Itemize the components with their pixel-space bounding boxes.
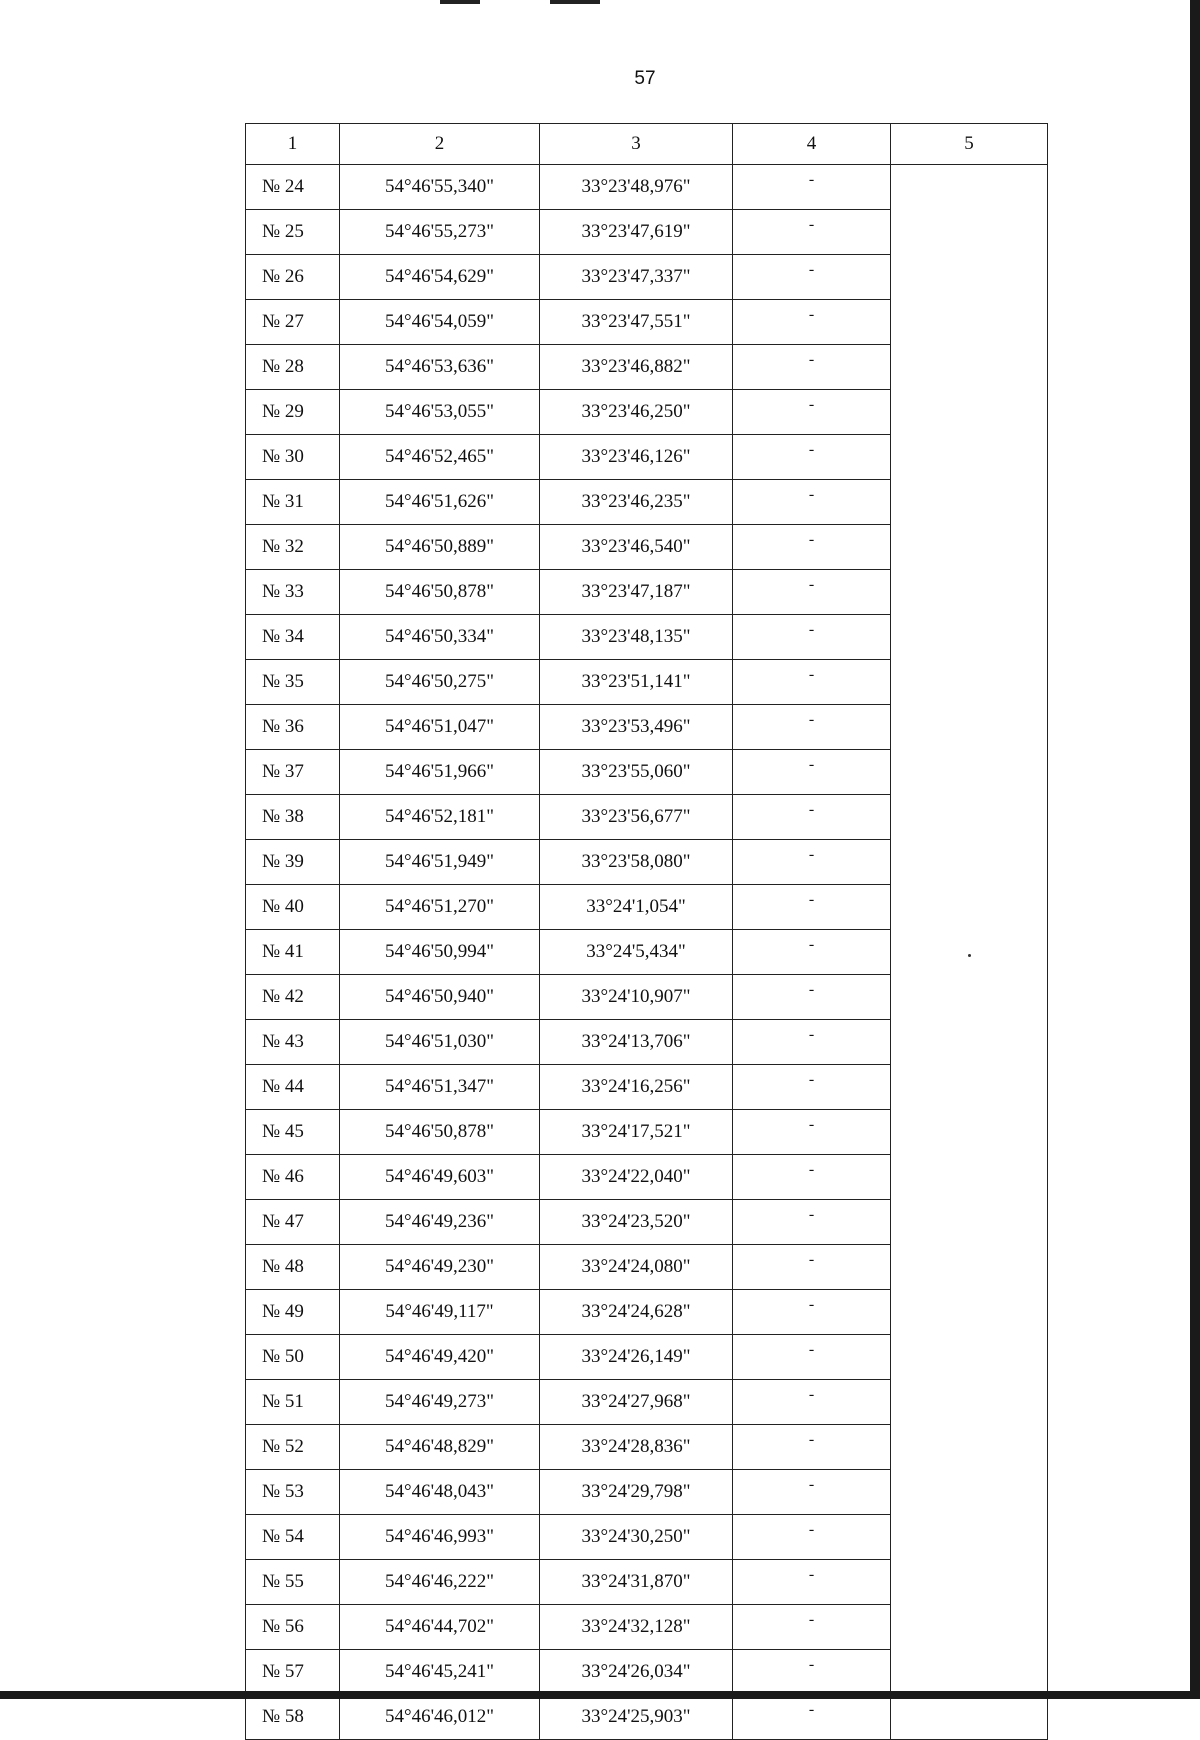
latitude-cell: 54°46'50,878" bbox=[340, 1110, 540, 1155]
longitude-cell: 33°23'46,882" bbox=[540, 345, 733, 390]
column-4-cell: - bbox=[733, 1425, 891, 1470]
column-4-cell: - bbox=[733, 1200, 891, 1245]
latitude-cell: 54°46'54,629" bbox=[340, 255, 540, 300]
column-4-cell: - bbox=[733, 1020, 891, 1065]
column-4-cell: - bbox=[733, 1110, 891, 1155]
point-number-cell: № 55 bbox=[246, 1560, 340, 1605]
latitude-cell: 54°46'54,059" bbox=[340, 300, 540, 345]
column-header: 1 bbox=[246, 124, 340, 165]
point-number-cell: № 29 bbox=[246, 390, 340, 435]
point-number-cell: № 36 bbox=[246, 705, 340, 750]
longitude-cell: 33°24'26,149" bbox=[540, 1335, 733, 1380]
column-4-cell: - bbox=[733, 210, 891, 255]
longitude-cell: 33°23'51,141" bbox=[540, 660, 733, 705]
longitude-cell: 33°23'58,080" bbox=[540, 840, 733, 885]
point-number-cell: № 26 bbox=[246, 255, 340, 300]
latitude-cell: 54°46'49,117" bbox=[340, 1290, 540, 1335]
point-number-cell: № 45 bbox=[246, 1110, 340, 1155]
column-4-cell: - bbox=[733, 1560, 891, 1605]
column-4-cell: - bbox=[733, 435, 891, 480]
latitude-cell: 54°46'49,420" bbox=[340, 1335, 540, 1380]
longitude-cell: 33°24'1,054" bbox=[540, 885, 733, 930]
latitude-cell: 54°46'55,273" bbox=[340, 210, 540, 255]
point-number-cell: № 24 bbox=[246, 165, 340, 210]
longitude-cell: 33°24'29,798" bbox=[540, 1470, 733, 1515]
longitude-cell: 33°24'5,434" bbox=[540, 930, 733, 975]
point-number-cell: № 27 bbox=[246, 300, 340, 345]
column-5-merged-cell bbox=[891, 165, 1048, 1740]
scan-speck bbox=[968, 954, 971, 957]
point-number-cell: № 25 bbox=[246, 210, 340, 255]
longitude-cell: 33°24'25,903" bbox=[540, 1695, 733, 1740]
page-number: 57 bbox=[634, 68, 656, 89]
point-number-cell: № 37 bbox=[246, 750, 340, 795]
point-number-cell: № 39 bbox=[246, 840, 340, 885]
point-number-cell: № 41 bbox=[246, 930, 340, 975]
latitude-cell: 54°46'51,270" bbox=[340, 885, 540, 930]
latitude-cell: 54°46'50,275" bbox=[340, 660, 540, 705]
latitude-cell: 54°46'51,966" bbox=[340, 750, 540, 795]
point-number-cell: № 33 bbox=[246, 570, 340, 615]
longitude-cell: 33°23'47,619" bbox=[540, 210, 733, 255]
column-4-cell: - bbox=[733, 1335, 891, 1380]
column-4-cell: - bbox=[733, 480, 891, 525]
column-4-cell: - bbox=[733, 1155, 891, 1200]
latitude-cell: 54°46'51,030" bbox=[340, 1020, 540, 1065]
longitude-cell: 33°24'32,128" bbox=[540, 1605, 733, 1650]
point-number-cell: № 47 bbox=[246, 1200, 340, 1245]
latitude-cell: 54°46'52,465" bbox=[340, 435, 540, 480]
longitude-cell: 33°23'47,551" bbox=[540, 300, 733, 345]
latitude-cell: 54°46'49,230" bbox=[340, 1245, 540, 1290]
latitude-cell: 54°46'51,047" bbox=[340, 705, 540, 750]
latitude-cell: 54°46'51,949" bbox=[340, 840, 540, 885]
column-4-cell: - bbox=[733, 300, 891, 345]
table-header-row bbox=[246, 124, 1048, 165]
longitude-cell: 33°23'53,496" bbox=[540, 705, 733, 750]
column-4-cell: - bbox=[733, 930, 891, 975]
point-number-cell: № 53 bbox=[246, 1470, 340, 1515]
longitude-cell: 33°23'46,235" bbox=[540, 480, 733, 525]
column-4-cell: - bbox=[733, 1245, 891, 1290]
scan-edge-bottom bbox=[0, 1691, 1200, 1699]
point-number-cell: № 42 bbox=[246, 975, 340, 1020]
latitude-cell: 54°46'50,940" bbox=[340, 975, 540, 1020]
column-4-cell: - bbox=[733, 525, 891, 570]
point-number-cell: № 49 bbox=[246, 1290, 340, 1335]
latitude-cell: 54°46'50,994" bbox=[340, 930, 540, 975]
column-header: 2 bbox=[340, 124, 540, 165]
latitude-cell: 54°46'49,273" bbox=[340, 1380, 540, 1425]
point-number-cell: № 30 bbox=[246, 435, 340, 480]
longitude-cell: 33°23'48,135" bbox=[540, 615, 733, 660]
longitude-cell: 33°24'28,836" bbox=[540, 1425, 733, 1470]
point-number-cell: № 52 bbox=[246, 1425, 340, 1470]
point-number-cell: № 28 bbox=[246, 345, 340, 390]
column-4-cell: - bbox=[733, 660, 891, 705]
latitude-cell: 54°46'53,055" bbox=[340, 390, 540, 435]
longitude-cell: 33°24'31,870" bbox=[540, 1560, 733, 1605]
column-4-cell: - bbox=[733, 1515, 891, 1560]
latitude-cell: 54°46'45,241" bbox=[340, 1650, 540, 1695]
table-body bbox=[246, 165, 1048, 1740]
column-4-cell: - bbox=[733, 885, 891, 930]
longitude-cell: 33°24'30,250" bbox=[540, 1515, 733, 1560]
column-4-cell: - bbox=[733, 165, 891, 210]
column-4-cell: - bbox=[733, 705, 891, 750]
point-number-cell: № 40 bbox=[246, 885, 340, 930]
scan-edge-right bbox=[1190, 0, 1200, 1699]
column-4-cell: - bbox=[733, 1650, 891, 1695]
column-4-cell: - bbox=[733, 1380, 891, 1425]
point-number-cell: № 38 bbox=[246, 795, 340, 840]
longitude-cell: 33°24'13,706" bbox=[540, 1020, 733, 1065]
latitude-cell: 54°46'50,878" bbox=[340, 570, 540, 615]
column-4-cell: - bbox=[733, 255, 891, 300]
longitude-cell: 33°23'47,187" bbox=[540, 570, 733, 615]
longitude-cell: 33°24'17,521" bbox=[540, 1110, 733, 1155]
latitude-cell: 54°46'46,012" bbox=[340, 1695, 540, 1740]
column-4-cell: - bbox=[733, 1065, 891, 1110]
longitude-cell: 33°24'23,520" bbox=[540, 1200, 733, 1245]
longitude-cell: 33°23'55,060" bbox=[540, 750, 733, 795]
point-number-cell: № 31 bbox=[246, 480, 340, 525]
latitude-cell: 54°46'48,043" bbox=[340, 1470, 540, 1515]
longitude-cell: 33°24'26,034" bbox=[540, 1650, 733, 1695]
column-4-cell: - bbox=[733, 1695, 891, 1740]
column-4-cell: - bbox=[733, 390, 891, 435]
longitude-cell: 33°23'46,540" bbox=[540, 525, 733, 570]
longitude-cell: 33°24'27,968" bbox=[540, 1380, 733, 1425]
latitude-cell: 54°46'46,222" bbox=[340, 1560, 540, 1605]
column-4-cell: - bbox=[733, 1605, 891, 1650]
column-4-cell: - bbox=[733, 795, 891, 840]
longitude-cell: 33°23'47,337" bbox=[540, 255, 733, 300]
point-number-cell: № 57 bbox=[246, 1650, 340, 1695]
column-4-cell: - bbox=[733, 840, 891, 885]
latitude-cell: 54°46'50,334" bbox=[340, 615, 540, 660]
latitude-cell: 54°46'52,181" bbox=[340, 795, 540, 840]
latitude-cell: 54°46'48,829" bbox=[340, 1425, 540, 1470]
column-4-cell: - bbox=[733, 345, 891, 390]
column-4-cell: - bbox=[733, 1470, 891, 1515]
point-number-cell: № 54 bbox=[246, 1515, 340, 1560]
latitude-cell: 54°46'49,603" bbox=[340, 1155, 540, 1200]
latitude-cell: 54°46'49,236" bbox=[340, 1200, 540, 1245]
point-number-cell: № 35 bbox=[246, 660, 340, 705]
longitude-cell: 33°23'56,677" bbox=[540, 795, 733, 840]
latitude-cell: 54°46'51,626" bbox=[340, 480, 540, 525]
point-number-cell: № 32 bbox=[246, 525, 340, 570]
table-row bbox=[246, 165, 1048, 210]
column-4-cell: - bbox=[733, 570, 891, 615]
latitude-cell: 54°46'50,889" bbox=[340, 525, 540, 570]
point-number-cell: № 46 bbox=[246, 1155, 340, 1200]
longitude-cell: 33°24'24,628" bbox=[540, 1290, 733, 1335]
column-4-cell: - bbox=[733, 615, 891, 660]
latitude-cell: 54°46'44,702" bbox=[340, 1605, 540, 1650]
longitude-cell: 33°24'22,040" bbox=[540, 1155, 733, 1200]
column-header: 5 bbox=[891, 124, 1048, 165]
column-4-cell: - bbox=[733, 975, 891, 1020]
latitude-cell: 54°46'53,636" bbox=[340, 345, 540, 390]
point-number-cell: № 51 bbox=[246, 1380, 340, 1425]
point-number-cell: № 43 bbox=[246, 1020, 340, 1065]
latitude-cell: 54°46'46,993" bbox=[340, 1515, 540, 1560]
point-number-cell: № 50 bbox=[246, 1335, 340, 1380]
point-number-cell: № 56 bbox=[246, 1605, 340, 1650]
point-number-cell: № 44 bbox=[246, 1065, 340, 1110]
point-number-cell: № 34 bbox=[246, 615, 340, 660]
latitude-cell: 54°46'51,347" bbox=[340, 1065, 540, 1110]
top-edge-cutoff-marks bbox=[440, 0, 640, 6]
column-4-cell: - bbox=[733, 750, 891, 795]
latitude-cell: 54°46'55,340" bbox=[340, 165, 540, 210]
column-4-cell: - bbox=[733, 1290, 891, 1335]
longitude-cell: 33°24'16,256" bbox=[540, 1065, 733, 1110]
point-number-cell: № 48 bbox=[246, 1245, 340, 1290]
column-header: 4 bbox=[733, 124, 891, 165]
coordinates-table bbox=[245, 123, 1048, 1740]
longitude-cell: 33°23'46,126" bbox=[540, 435, 733, 480]
longitude-cell: 33°23'46,250" bbox=[540, 390, 733, 435]
longitude-cell: 33°24'10,907" bbox=[540, 975, 733, 1020]
longitude-cell: 33°24'24,080" bbox=[540, 1245, 733, 1290]
longitude-cell: 33°23'48,976" bbox=[540, 165, 733, 210]
point-number-cell: № 58 bbox=[246, 1695, 340, 1740]
column-header: 3 bbox=[540, 124, 733, 165]
